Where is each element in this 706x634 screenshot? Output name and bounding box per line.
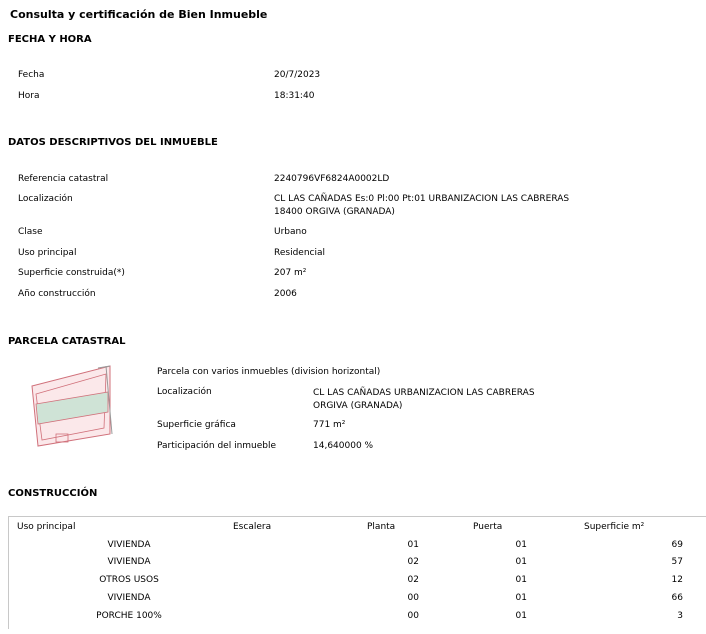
cell-uso: VIVIENDA	[107, 540, 151, 550]
superficie-grafica-label: Superficie gráfica	[157, 420, 236, 430]
hora-value: 18:31:40	[274, 91, 315, 101]
cell-planta: 00	[407, 611, 419, 621]
header-planta: Planta	[367, 522, 396, 532]
section-datos-title: DATOS DESCRIPTIVOS DEL INMUEBLE	[8, 137, 218, 148]
parcela-descripcion: Parcela con varios inmuebles (division horizontal)	[157, 367, 381, 377]
superficie-grafica-value: 771 m²	[313, 420, 346, 430]
fecha-label: Fecha	[18, 70, 45, 80]
cell-planta: 01	[407, 540, 419, 550]
construccion-table	[8, 516, 706, 629]
parcela-localizacion-line2: ORGIVA (GRANADA)	[313, 401, 403, 411]
superficie-construida-value: 207 m²	[274, 268, 307, 278]
cell-superficie: 69	[671, 540, 683, 550]
anio-value: 2006	[274, 289, 297, 299]
clase-label: Clase	[18, 227, 43, 237]
localizacion-value	[274, 193, 569, 219]
cell-uso: PORCHE 100%	[96, 611, 162, 621]
cell-uso: VIVIENDA	[107, 557, 151, 567]
localizacion-label: Localización	[18, 194, 73, 204]
header-puerta: Puerta	[473, 522, 503, 532]
cell-planta: 00	[407, 593, 419, 603]
fecha-value: 20/7/2023	[274, 70, 321, 80]
section-fecha-hora-title: FECHA Y HORA	[8, 34, 92, 45]
cell-superficie: 12	[671, 575, 683, 585]
participacion-label: Participación del inmueble	[157, 441, 277, 451]
cell-planta: 02	[407, 575, 419, 585]
cell-superficie: 66	[671, 593, 683, 603]
cell-puerta: 01	[515, 593, 527, 603]
parcela-localizacion-value	[313, 387, 535, 413]
cell-puerta: 01	[515, 540, 527, 550]
cell-uso: VIVIENDA	[107, 593, 151, 603]
header-uso: Uso principal	[17, 522, 76, 532]
superficie-construida-label: Superficie construida(*)	[18, 268, 125, 278]
parcel-map-icon[interactable]	[28, 364, 114, 448]
localizacion-line2: 18400 ORGIVA (GRANADA)	[274, 207, 395, 217]
uso-value: Residencial	[274, 248, 325, 258]
anio-label: Año construcción	[18, 289, 96, 299]
participacion-value: 14,640000 %	[313, 441, 374, 451]
cell-superficie: 57	[671, 557, 683, 567]
parcela-localizacion-label: Localización	[157, 387, 212, 397]
cell-puerta: 01	[515, 557, 527, 567]
section-construccion-title: CONSTRUCCIÓN	[8, 488, 98, 499]
referencia-label: Referencia catastral	[18, 174, 109, 184]
referencia-value: 2240796VF6824A0002LD	[274, 174, 390, 184]
cell-superficie: 3	[677, 611, 683, 621]
header-superficie: Superficie m²	[584, 522, 645, 532]
localizacion-line1: CL LAS CAÑADAS Es:0 Pl:00 Pt:01 URBANIZACION LAS CABRERAS	[274, 194, 570, 204]
page-title: Consulta y certificación de Bien Inmueble	[10, 8, 268, 21]
clase-value: Urbano	[274, 227, 307, 237]
section-parcela-title: PARCELA CATASTRAL	[8, 336, 126, 347]
cell-uso: OTROS USOS	[99, 575, 159, 585]
header-escalera: Escalera	[233, 522, 272, 532]
cell-puerta: 01	[515, 611, 527, 621]
cell-planta: 02	[407, 557, 419, 567]
hora-label: Hora	[18, 91, 40, 101]
parcela-localizacion-line1: CL LAS CAÑADAS URBANIZACION LAS CABRERAS	[313, 388, 535, 398]
cell-puerta: 01	[515, 575, 527, 585]
uso-label: Uso principal	[18, 248, 77, 258]
